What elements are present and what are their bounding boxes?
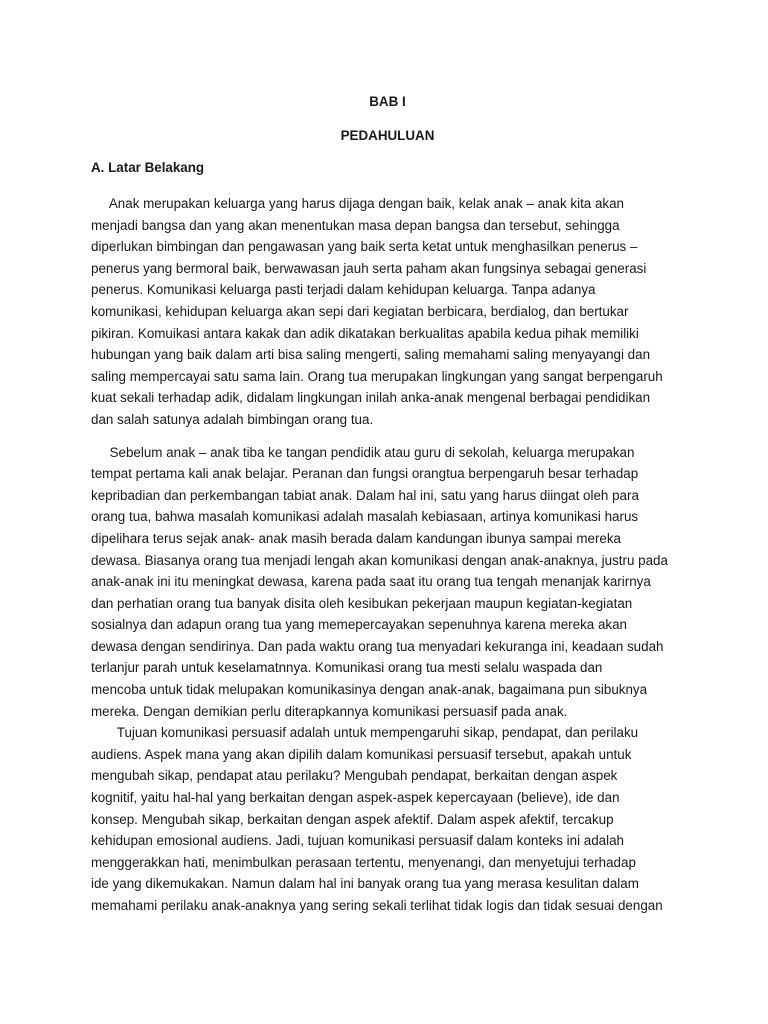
paragraph-gap [91, 431, 684, 442]
text-line: anak-anak ini itu meningkat dewasa, karena pada saat itu orang tua tengah menanjak karirnya [91, 574, 651, 590]
text-line: dan salah satunya adalah bimbingan orang tua. [91, 411, 374, 427]
text-line: mengubah sikap, pendapat atau perilaku? Mengubah pendapat, berkaitan dengan aspek [91, 768, 618, 784]
text-line: ide yang dikemukakan. Namun dalam hal ini banyak orang tua yang merasa kesulitan dalam [91, 876, 639, 892]
text-line: dan perhatian orang tua banyak disita oleh kesibukan pekerjaan maupun kegiatan-kegiatan [91, 595, 633, 611]
text-line: mencoba untuk tidak melupakan komunikasinya dengan anak-anak, bagaimana pun sibuknya [91, 682, 648, 698]
text-line: kehidupan emosional audiens. Jadi, tujuan komunikasi persuasif dalam konteks ini adalah [91, 833, 624, 849]
text-line: memahami perilaku anak-anaknya yang sering sekali terlihat tidak logis dan tidak sesuai dengan [91, 898, 663, 913]
paragraph-3 [91, 722, 684, 916]
text-line: penerus. Komunikasi keluarga pasti terjadi dalam kehidupan keluarga. Tanpa adanya [91, 282, 596, 298]
text-line: dipelihara terus sejak anak- anak masih berada dalam kandungan ibunya sampai mereka [91, 530, 621, 546]
text-line: pikiran. Komuikasi antara kakak dan adik dikatakan berkualitas apabila kedua pihak memiliki [91, 325, 639, 341]
text-line: dewasa dengan sendirinya. Dan pada waktu orang tua menyadari kekuranga ini, keadaan sudah [91, 638, 664, 654]
paragraph-1 [91, 193, 684, 431]
chapter-title: PEDAHULUAN [340, 128, 435, 143]
paragraph-2 [91, 442, 684, 723]
text-line: Tujuan komunikasi persuasif adalah untuk mempengaruhi sikap, pendapat, dan perilaku [91, 725, 639, 741]
text-line: penerus yang bermoral baik, berwawasan jauh serta paham akan fungsinya sebagai generasi [91, 260, 647, 276]
text-line: kepribadian dan perkembangan tabiat anak. Dalam hal ini, satu yang harus diingat oleh para [91, 487, 639, 503]
text-line: tempat pertama kali anak belajar. Peranan dan fungsi orangtua berpengaruh besar terhadap [91, 466, 639, 482]
text-line: kognitif, yaitu hal-hal yang berkaitan dengan aspek-aspek kepercayaan (believe), ide dan [91, 790, 620, 806]
text-line: audiens. Aspek mana yang akan dipilih dalam komunikasi persuasif tersebut, apakah untuk [91, 746, 632, 762]
text-line: dewasa. Biasanya orang tua menjadi lengah akan komunikasi dengan anak-anaknya, justru pada [91, 552, 668, 568]
text-line: Sebelum anak – anak tiba ke tangan pendidik atau guru di sekolah, keluarga merupakan [91, 444, 635, 460]
text-line: menjadi bangsa dan yang akan menentukan masa depan bangsa dan tersebut, sehingga [91, 217, 620, 233]
text-line: saling mempercayai satu sama lain. Orang tua merupakan lingkungan yang sangat berpengaruh [91, 368, 663, 384]
text-line: diperlukan bimbingan dan pengawasan yang baik serta ketat untuk menghasilkan penerus – [91, 239, 638, 255]
section-heading: A. Latar Belakang [91, 160, 205, 175]
text-line: sosialnya dan adapun orang tua yang memepercayakan sepenuhnya karena mereka akan [91, 617, 627, 633]
text-line: kuat sekali terhadap adik, didalam lingkungan inilah anka-anak mengenal berbagai pendidikan [91, 390, 651, 406]
text-line: orang tua, bahwa masalah komunikasi adalah masalah kebiasaan, artinya komunikasi harus [91, 509, 639, 525]
text-line: mereka. Dengan demikian perlu diterapkannya komunikasi persuasif pada anak. [91, 703, 568, 719]
text-line: hubungan yang baik dalam arti bisa saling mengerti, saling memahami saling menyayangi dan [91, 347, 651, 363]
chapter-number: BAB I [369, 94, 406, 109]
text-line: Anak merupakan keluarga yang harus dijaga dengan baik, kelak anak – anak kita akan [91, 196, 625, 211]
text-line: komunikasi, kehidupan keluarga akan sepi dari kegiatan berbicara, berdialog, dan bertukar [91, 303, 629, 319]
text-line: menggerakkan hati, menimbulkan perasaan tertentu, menyenangi, dan menyetujui terhadap [91, 854, 636, 870]
text-line: konsep. Mengubah sikap, berkaitan dengan aspek afektif. Dalam aspek afektif, tercakup [91, 811, 614, 827]
text-line: terlanjur parah untuk keselamatnnya. Komunikasi orang tua mesti selalu waspada dan [91, 660, 603, 676]
